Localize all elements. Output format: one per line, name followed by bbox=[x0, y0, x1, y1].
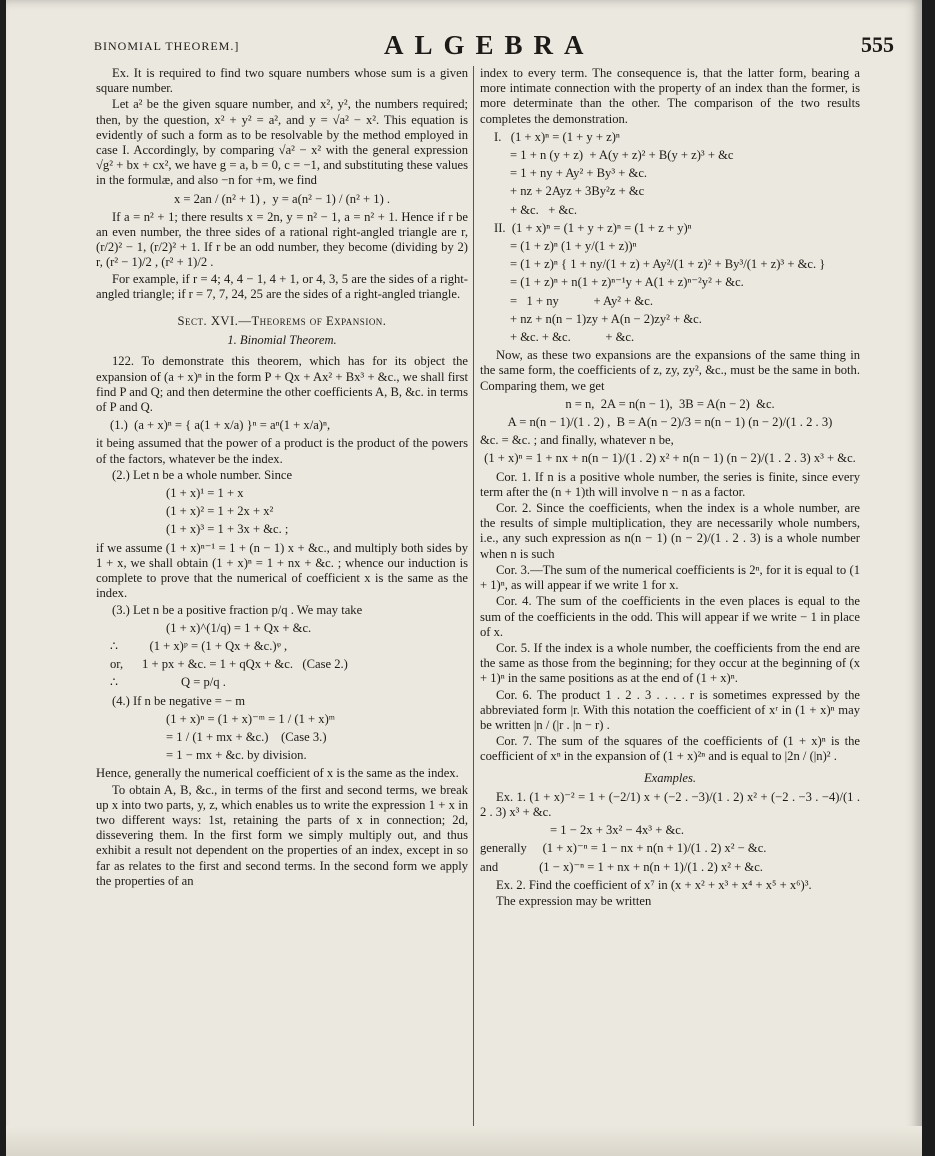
example: Ex. 2. Find the coefficient of x⁷ in (x + x² + x³ + x⁴ + x⁵ + x⁶)³. bbox=[496, 877, 812, 892]
paragraph: To obtain A, B, &c., in terms of the first and second terms, we break up x into two parts, y, z, which enables us to write the expression 1 + x in two different ways: 1st, retaining the parts of x in connection; 2d, dissevering them. In the first form we simply multiply out, and thus exhibit a result not dependent on the properties of an index, except in so far as relates to the first and second terms. In the second form we apply the properties of an bbox=[96, 782, 468, 888]
equation: (1 + x)³ = 1 + 3x + &c. ; bbox=[166, 522, 289, 537]
paragraph: If a = n² + 1; there results x = 2n, y = n² − 1, a = n² + 1. Hence if r be an even number, the three sides of a rational right-angled triangle are r, (r/2)² − 1, (r/2)² + 1. If r be an odd number, they become (dividing by 2) r, (r² − 1)/2 , (r² + 1)/2 . bbox=[96, 209, 468, 270]
equation: = (1 + z)ⁿ (1 + y/(1 + z))ⁿ bbox=[510, 239, 637, 254]
equation: n = n, 2A = n(n − 1), 3B = A(n − 2) &c. bbox=[565, 396, 775, 411]
equation: x = 2an / (n² + 1) , y = a(n² − 1) / (n² + 1) . bbox=[173, 191, 391, 206]
equation: = 1 / (1 + mx + &c.) (Case 3.) bbox=[166, 729, 327, 744]
book-page bbox=[6, 0, 922, 1156]
equation: = 1 − 2x + 3x² − 4x³ + &c. bbox=[550, 823, 685, 838]
paragraph: if we assume (1 + x)ⁿ⁻¹ = 1 + (n − 1) x + &c., and multiply both sides by 1 + x, we shall obtain (1 + x)ⁿ = 1 + nx + &c. ; whence our induction is complete to prove that the numerical of coefficient x is the same as the index. bbox=[96, 540, 468, 601]
corollary: Cor. 5. If the index is a whole number, the coefficients from the end are the same as those from the beginning; for they occur at the beginning of (x + 1)ⁿ in the same positions as at the end of (1 + x)ⁿ. bbox=[480, 640, 860, 686]
equation: or, 1 + px + &c. = 1 + qQx + &c. (Case 2.) bbox=[110, 657, 348, 672]
corollary: Cor. 7. The sum of the squares of the coefficients of (1 + x)ⁿ is the coefficient of xⁿ in the expansion of (1 + x)²ⁿ and is equal to |2n / (|n)² . bbox=[480, 734, 860, 764]
equation: + nz + n(n − 1)zy + A(n − 2)zy² + &c. bbox=[510, 311, 702, 326]
equation: = (1 + z)ⁿ + n(1 + z)ⁿ⁻¹y + A(1 + z)ⁿ⁻²y² + &c. bbox=[510, 275, 744, 290]
paragraph: it being assumed that the power of a product is the product of the powers of the factors, whatever be the index. bbox=[96, 436, 468, 466]
equation: = 1 + n (y + z) + A(y + z)² + B(y + z)³ + &c bbox=[510, 148, 734, 163]
equation: A = n(n − 1)/(1 . 2) , B = A(n − 2)/3 = n(n − 1) (n − 2)/(1 . 2 . 3) bbox=[507, 415, 833, 430]
corollary: Cor. 3.—The sum of the numerical coefficients is 2ⁿ, for it is equal to (1 + 1)ⁿ, as will appear if we write 1 for x. bbox=[480, 562, 860, 593]
equation: (1 + x)¹ = 1 + x bbox=[166, 486, 244, 501]
equation: (1.) (a + x)ⁿ = { a(1 + x/a) }ⁿ = aⁿ(1 + x/a)ⁿ, bbox=[110, 418, 331, 433]
left-column bbox=[96, 66, 468, 890]
equation: + &c. + &c. + &c. bbox=[510, 330, 635, 345]
equation: I. (1 + x)ⁿ = (1 + y + z)ⁿ bbox=[494, 129, 620, 144]
equation: ∴ Q = p/q . bbox=[110, 675, 226, 690]
page-title: ALGEBRA bbox=[384, 30, 595, 60]
paragraph: For example, if r = 4; 4, 4 − 1, 4 + 1, or 4, 3, 5 are the sides of a right-angled triangle; if r = 7, 7, 24, 25 are the sides of a right-angled triangle. bbox=[96, 271, 468, 301]
equation: + &c. + &c. bbox=[510, 202, 578, 217]
equation: = 1 + ny + Ay² + &c. bbox=[510, 293, 653, 308]
corollary: Cor. 2. Since the coefficients, when the index is a whole number, are the results of simple multiplication, they are necessarily whole numbers, i.e., any such expression as n(n − 1) (n − 2)/(1 . 2 . 3) is a whole number when n is such bbox=[480, 501, 860, 561]
corollary: Cor. 4. The sum of the coefficients in the even places is equal to the sum of the coefficients in the odd. This will appear if we write − 1 in place of x. bbox=[480, 594, 860, 639]
paragraph: Hence, generally the numerical coefficient of x is the same as the index. bbox=[96, 766, 459, 781]
paragraph: 122. To demonstrate this theorem, which has for its object the expansion of (a + x)ⁿ in the form P + Qx + Ax² + Bx³ + &c., we shall first find P and Q; and then determine the other coefficients A, B, &c. in terms of P and Q. bbox=[96, 354, 468, 415]
corollary: Cor. 1. If n is a positive whole number, the series is finite, since every term after the (n + 1)th will involve n − n as a factor. bbox=[480, 469, 860, 499]
equation: and (1 − x)⁻ⁿ = 1 + nx + n(n + 1)/(1 . 2) x² + &c. bbox=[480, 859, 763, 874]
paragraph: Let a² be the given square number, and x², y², the numbers required; then, by the question, x² + y² = a², and y = √a² − x². This equation is evidently of such a form as to be resolvable by the method employed in case I. Accordingly, by comparing √a² − x² with the general expression √g² + bx + cx², we have g = a, b = 0, c = −1, and substituting these values in the formulæ, and also −n for +m, we find bbox=[96, 97, 468, 188]
equation: II. (1 + x)ⁿ = (1 + y + z)ⁿ = (1 + z + y)ⁿ bbox=[494, 220, 692, 235]
equation: + nz + 2Ayz + 3By²z + &c bbox=[510, 184, 645, 199]
paragraph: (4.) If n be negative = − m bbox=[112, 693, 246, 708]
page-number: 555 bbox=[861, 32, 894, 57]
right-column bbox=[480, 66, 860, 910]
equation: = 1 − mx + &c. by division. bbox=[166, 748, 307, 763]
equation: (1 + x)ⁿ = 1 + nx + n(n − 1)/(1 . 2) x² + n(n − 1) (n − 2)/(1 . 2 . 3) x³ + &c. bbox=[484, 451, 856, 466]
page-header bbox=[94, 30, 894, 62]
paragraph: index to every term. The consequence is, that the latter form, bearing a more intimate connection with the property of an index than the former, is more determinate than the other. The comparison of the two results completes the demonstration. bbox=[480, 66, 860, 126]
equation: ∴ (1 + x)ᵖ = (1 + Qx + &c.)ᵠ , bbox=[110, 638, 288, 653]
equation: generally (1 + x)⁻ⁿ = 1 − nx + n(n + 1)/(1 . 2) x² − &c. bbox=[480, 841, 767, 856]
paragraph: &c. = &c. ; and finally, whatever n be, bbox=[480, 433, 674, 448]
paragraph: (2.) Let n be a whole number. Since bbox=[112, 467, 293, 482]
running-head: BINOMIAL THEOREM.] bbox=[94, 39, 240, 53]
paragraph: The expression may be written bbox=[496, 893, 652, 908]
equation: = 1 + ny + Ay² + By³ + &c. bbox=[510, 166, 648, 181]
example: Ex. 1. (1 + x)⁻² = 1 + (−2/1) x + (−2 . −3)/(1 . 2) x² + (−2 . −3 . −4)/(1 . 2 . 3) x³ + &c. bbox=[480, 789, 860, 819]
scan-edge bbox=[6, 1126, 922, 1156]
examples-heading: Examples. bbox=[643, 770, 697, 785]
equation: (1 + x)^(1/q) = 1 + Qx + &c. bbox=[166, 620, 312, 635]
equation: (1 + x)² = 1 + 2x + x² bbox=[166, 504, 274, 519]
column-divider bbox=[473, 66, 474, 1126]
equation: (1 + x)ⁿ = (1 + x)⁻ᵐ = 1 / (1 + x)ᵐ bbox=[166, 711, 335, 726]
corollary: Cor. 6. The product 1 . 2 . 3 . . . . r is sometimes expressed by the abbreviated form |r. With this notation the coefficient of xʳ in (1 + x)ⁿ may be written |n / (|r . |n − r) . bbox=[480, 687, 860, 732]
paragraph: Ex. It is required to find two square numbers whose sum is a given square number. bbox=[96, 66, 468, 96]
subsection-heading: 1. Binomial Theorem. bbox=[227, 333, 337, 348]
equation: = (1 + z)ⁿ { 1 + ny/(1 + z) + Ay²/(1 + z)² + By³/(1 + z)³ + &c. } bbox=[510, 257, 826, 272]
paragraph: (3.) Let n be a positive fraction p/q . We may take bbox=[112, 602, 363, 617]
paragraph: Now, as these two expansions are the expansions of the same thing in the same form, the coefficients of z, zy, zy², &c., must be the same in both. Comparing them, we get bbox=[480, 348, 860, 393]
section-heading: Sect. XVI.—Theorems of Expansion. bbox=[177, 314, 387, 329]
